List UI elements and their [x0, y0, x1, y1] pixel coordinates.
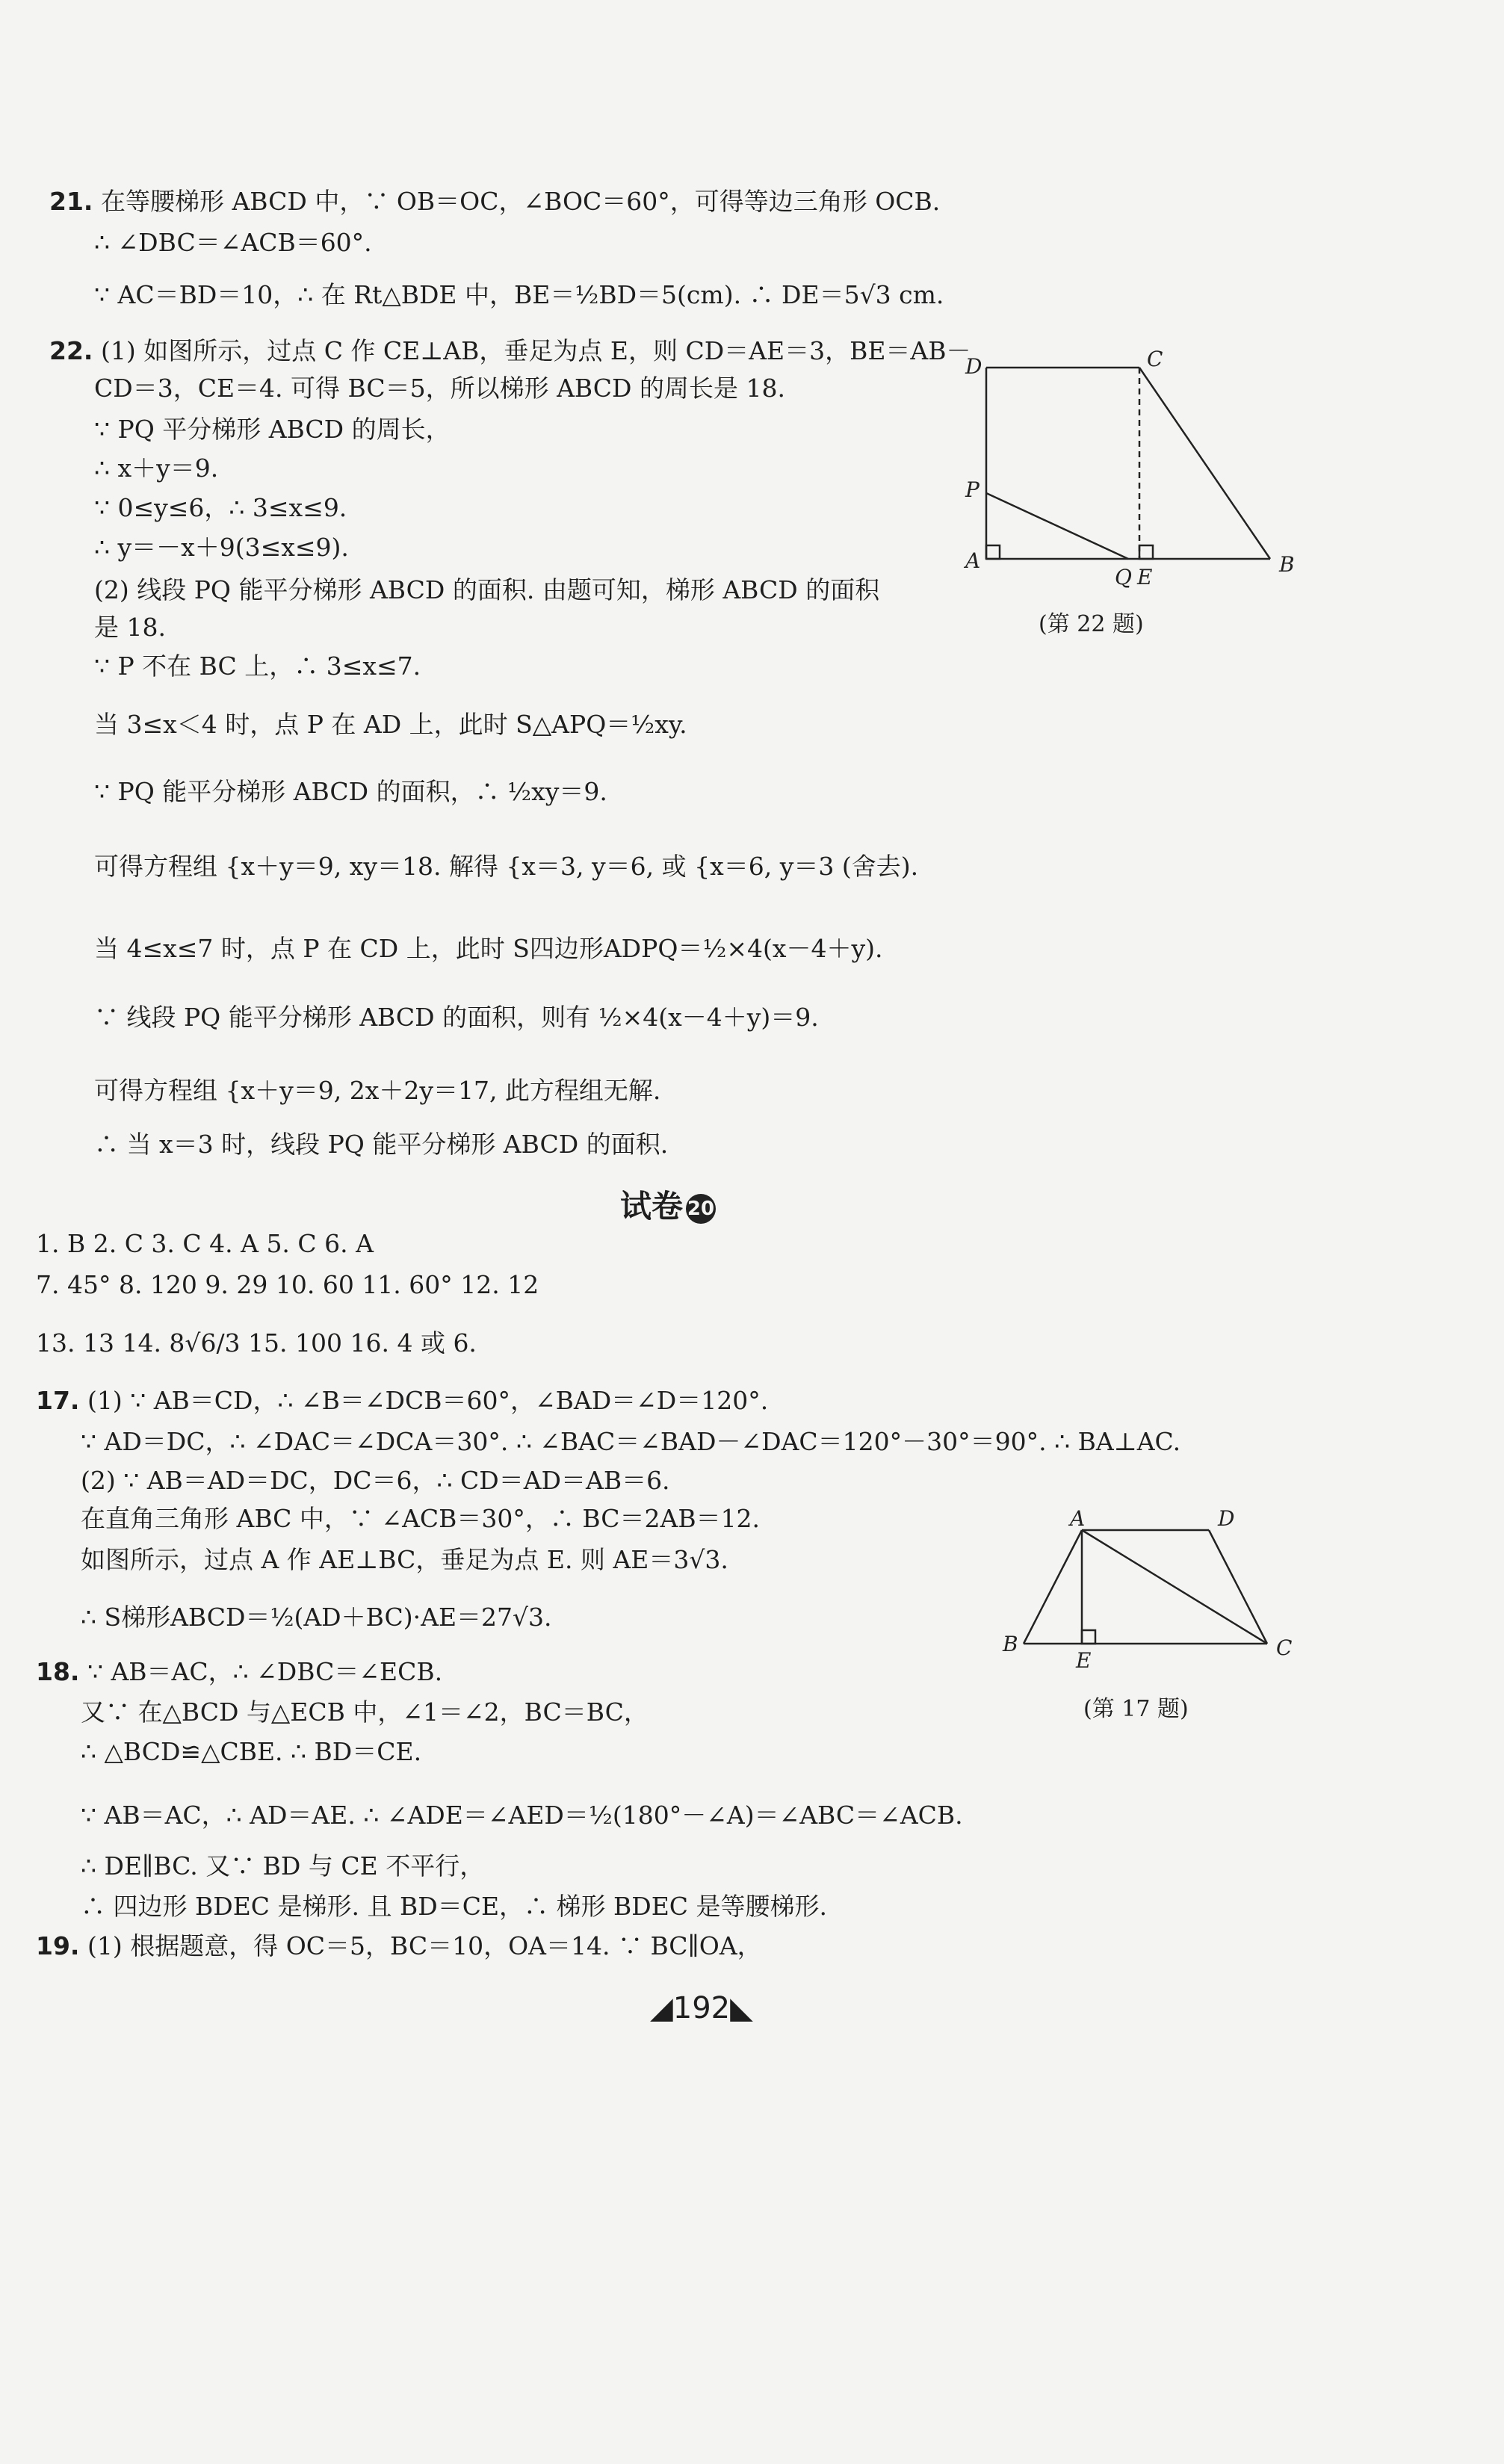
line-18-3: ∴ △BCD≌△CBE. ∴ BD＝CE. [81, 1737, 422, 1766]
fig17-label-E: E [1076, 1648, 1092, 1673]
line-18-6: ∴ 四边形 BDEC 是梯形. 且 BD＝CE，∴ 梯形 BDEC 是等腰梯形. [81, 1892, 828, 1921]
section-title: 试卷 20 [620, 1188, 715, 1225]
line-22-3: ∵ PQ 平分梯形 ABCD 的周长， [94, 415, 451, 444]
figure-17 [1001, 1502, 1315, 1674]
line-22-2: CD＝3，CE＝4. 可得 BC＝5，所以梯形 ABCD 的周长是 18. [94, 374, 785, 403]
line-18-1: 18. ∵ AB＝AC，∴ ∠DBC＝∠ECB. [36, 1657, 443, 1686]
answers-row-2: 7. 45° 8. 120 9. 29 10. 60 11. 60° 12. 12 [36, 1270, 539, 1299]
line-19-1: 19. (1) 根据题意，得 OC＝5，BC＝10，OA＝14. ∵ BC∥OA， [36, 1931, 762, 1960]
line-22-13: 当 4≤x≤7 时，点 P 在 CD 上，此时 S四边形ADPQ＝½×4(x－4＋y). [94, 934, 883, 963]
fig22-label-A: A [965, 548, 981, 573]
line-17-6: ∴ S梯形ABCD＝½(AD＋BC)·AE＝27√3. [81, 1603, 552, 1632]
page-number: ◢192◣ [650, 1991, 753, 2025]
fig17-label-A: A [1070, 1506, 1086, 1531]
fig22-label-E: E [1137, 565, 1153, 589]
fig17-label-B: B [1003, 1632, 1018, 1656]
line-17-4: 在直角三角形 ABC 中，∵ ∠ACB＝30°，∴ BC＝2AB＝12. [81, 1504, 761, 1533]
line-22-6: ∴ y＝－x＋9(3≤x≤9). [94, 533, 349, 562]
line-22-4: ∴ x＋y＝9. [94, 454, 219, 483]
fig17-label-C: C [1276, 1635, 1293, 1660]
fig22-label-B: B [1279, 552, 1295, 577]
line-22-8: 是 18. [94, 613, 166, 642]
line-22-16: ∴ 当 x＝3 时，线段 PQ 能平分梯形 ABCD 的面积. [94, 1130, 669, 1159]
line-22-9: ∵ P 不在 BC 上，∴ 3≤x≤7. [94, 651, 421, 681]
line-17-1: 17. (1) ∵ AB＝CD，∴ ∠B＝∠DCB＝60°，∠BAD＝∠D＝120°. [36, 1386, 769, 1415]
fig22-label-Q: Q [1115, 565, 1132, 589]
line-22-1: 22. (1) 如图所示，过点 C 作 CE⊥AB，垂足为点 E，则 CD＝AE＝3，BE＝AB－ [49, 336, 971, 365]
figure-22 [956, 344, 1315, 590]
answers-row-3: 13. 13 14. 8√6/3 15. 100 16. 4 或 6. [36, 1328, 477, 1358]
line-17-5: 如图所示，过点 A 作 AE⊥BC，垂足为点 E. 则 AE＝3√3. [81, 1545, 728, 1574]
line-17-3: (2) ∵ AB＝AD＝DC，DC＝6，∴ CD＝AD＝AB＝6. [81, 1466, 670, 1495]
answers-row-1: 1. B 2. C 3. C 4. A 5. C 6. A [36, 1229, 374, 1258]
line-22-5: ∵ 0≤y≤6，∴ 3≤x≤9. [94, 493, 347, 522]
line-21-1: 21. 在等腰梯形 ABCD 中，∵ OB＝OC，∠BOC＝60°，可得等边三角形 OCB. [49, 187, 941, 216]
line-21-2: ∴ ∠DBC＝∠ACB＝60°. [94, 228, 372, 257]
figure-22-caption: (第 22 题) [1039, 611, 1144, 637]
line-22-15: 可得方程组 {x＋y＝9, 2x＋2y＝17, 此方程组无解. [94, 1076, 661, 1105]
line-22-12: 可得方程组 {x＋y＝9, xy＝18. 解得 {x＝3, y＝6, 或 {x＝6, y＝3 (舍去). [94, 852, 919, 881]
fig22-label-D: D [965, 354, 982, 379]
line-21-3: ∵ AC＝BD＝10，∴ 在 Rt△BDE 中，BE＝½BD＝5(cm). ∴ DE＝5√3 cm. [94, 280, 944, 309]
line-22-11: ∵ PQ 能平分梯形 ABCD 的面积，∴ ½xy＝9. [94, 777, 607, 806]
fig17-label-D: D [1218, 1506, 1235, 1531]
line-18-5: ∴ DE∥BC. 又∵ BD 与 CE 不平行， [81, 1851, 485, 1880]
line-22-7: (2) 线段 PQ 能平分梯形 ABCD 的面积. 由题可知，梯形 ABCD 的面积 [94, 575, 880, 604]
figure-17-caption: (第 17 题) [1083, 1696, 1189, 1722]
line-18-4: ∵ AB＝AC，∴ AD＝AE. ∴ ∠ADE＝∠AED＝½(180°－∠A)＝∠ABC＝∠ACB. [81, 1801, 963, 1830]
line-22-10: 当 3≤x＜4 时，点 P 在 AD 上，此时 S△APQ＝½xy. [94, 710, 687, 739]
fig22-label-P: P [965, 477, 980, 502]
line-17-2: ∵ AD＝DC，∴ ∠DAC＝∠DCA＝30°. ∴ ∠BAC＝∠BAD－∠DAC＝120°－30°＝90°. ∴ BA⊥AC. [81, 1427, 1181, 1456]
line-22-14: ∵ 线段 PQ 能平分梯形 ABCD 的面积，则有 ½×4(x－4＋y)＝9. [94, 1003, 819, 1032]
fig22-label-C: C [1147, 347, 1163, 371]
line-18-2: 又∵ 在△BCD 与△ECB 中，∠1＝∠2，BC＝BC， [81, 1697, 649, 1727]
